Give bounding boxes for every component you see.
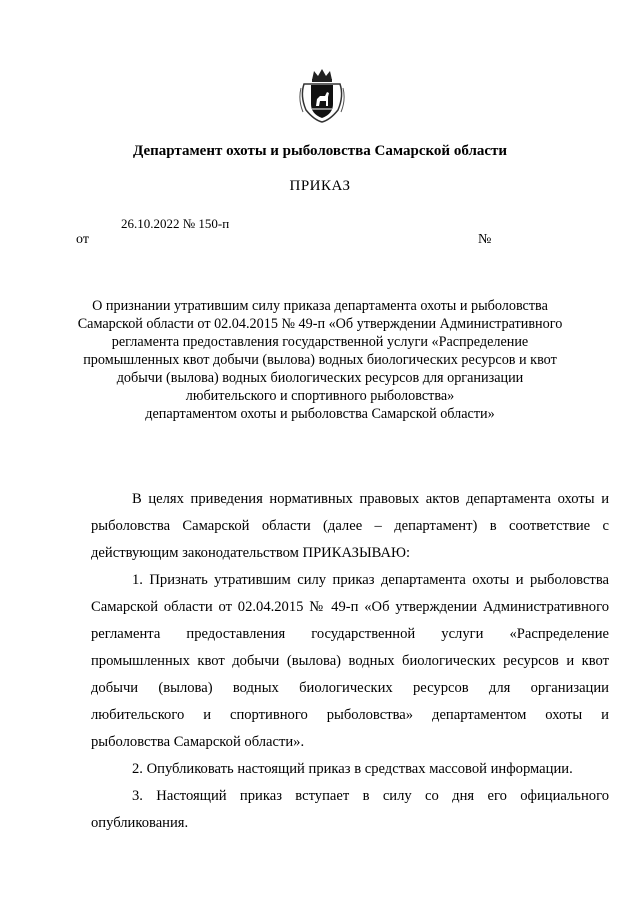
title-line: О признании утратившим силу приказа департамента охоты и рыболовства <box>92 298 548 314</box>
body-line: 2. Опубликовать настоящий приказ в средствах массовой информации. <box>132 761 573 777</box>
body-line: В целях приведения нормативных правовых актов департамента охоты и <box>132 491 609 507</box>
body-line: добычи (вылова) водных биологических ресурсов для организации <box>91 680 609 696</box>
title-line: промышленных квот добычи (вылова) водных биологических ресурсов и квот <box>83 352 557 368</box>
body-line: Самарской области от 02.04.2015 № 49-п «Об утверждении Административного <box>91 599 609 615</box>
body-line: 1. Признать утратившим силу приказ департамента охоты и рыболовства <box>132 572 609 588</box>
title-line: любительского и спортивного рыболовства» <box>185 388 455 404</box>
body-line: регламента предоставления государственной услуги «Распределение <box>91 626 609 642</box>
title-line: департаментом охоты и рыболовства Самарской области» <box>145 406 495 422</box>
document-type: ПРИКАЗ <box>289 178 351 194</box>
order-body <box>91 486 609 837</box>
body-line: рыболовства Самарской области». <box>91 734 305 750</box>
body-line: действующим законодательством ПРИКАЗЫВАЮ: <box>91 545 411 561</box>
date-label: от <box>76 232 89 247</box>
title-line: Самарской области от 02.04.2015 № 49-п «Об утверждении Административного <box>77 316 563 332</box>
body-line: опубликования. <box>91 815 189 831</box>
date-number-value: 26.10.2022 № 150-п <box>121 216 230 231</box>
title-line: регламента предоставления государственной услуги «Распределение <box>111 334 529 350</box>
body-line: 3. Настоящий приказ вступает в силу со дня его официального <box>132 788 609 804</box>
body-line: рыболовства Самарской области (далее – департамент) в соответствие с <box>91 518 609 534</box>
department-name: Департамент охоты и рыболовства Самарской области <box>132 143 508 159</box>
order-title <box>60 297 580 423</box>
body-line: промышленных квот добычи (вылова) водных биологических ресурсов и квот <box>91 653 609 669</box>
title-line: добычи (вылова) водных биологических ресурсов для организации <box>116 370 524 386</box>
body-line: любительского и спортивного рыболовства» департаментом охоты и <box>91 707 609 723</box>
number-label: № <box>478 232 492 247</box>
samara-coat-of-arms-icon <box>298 66 346 124</box>
